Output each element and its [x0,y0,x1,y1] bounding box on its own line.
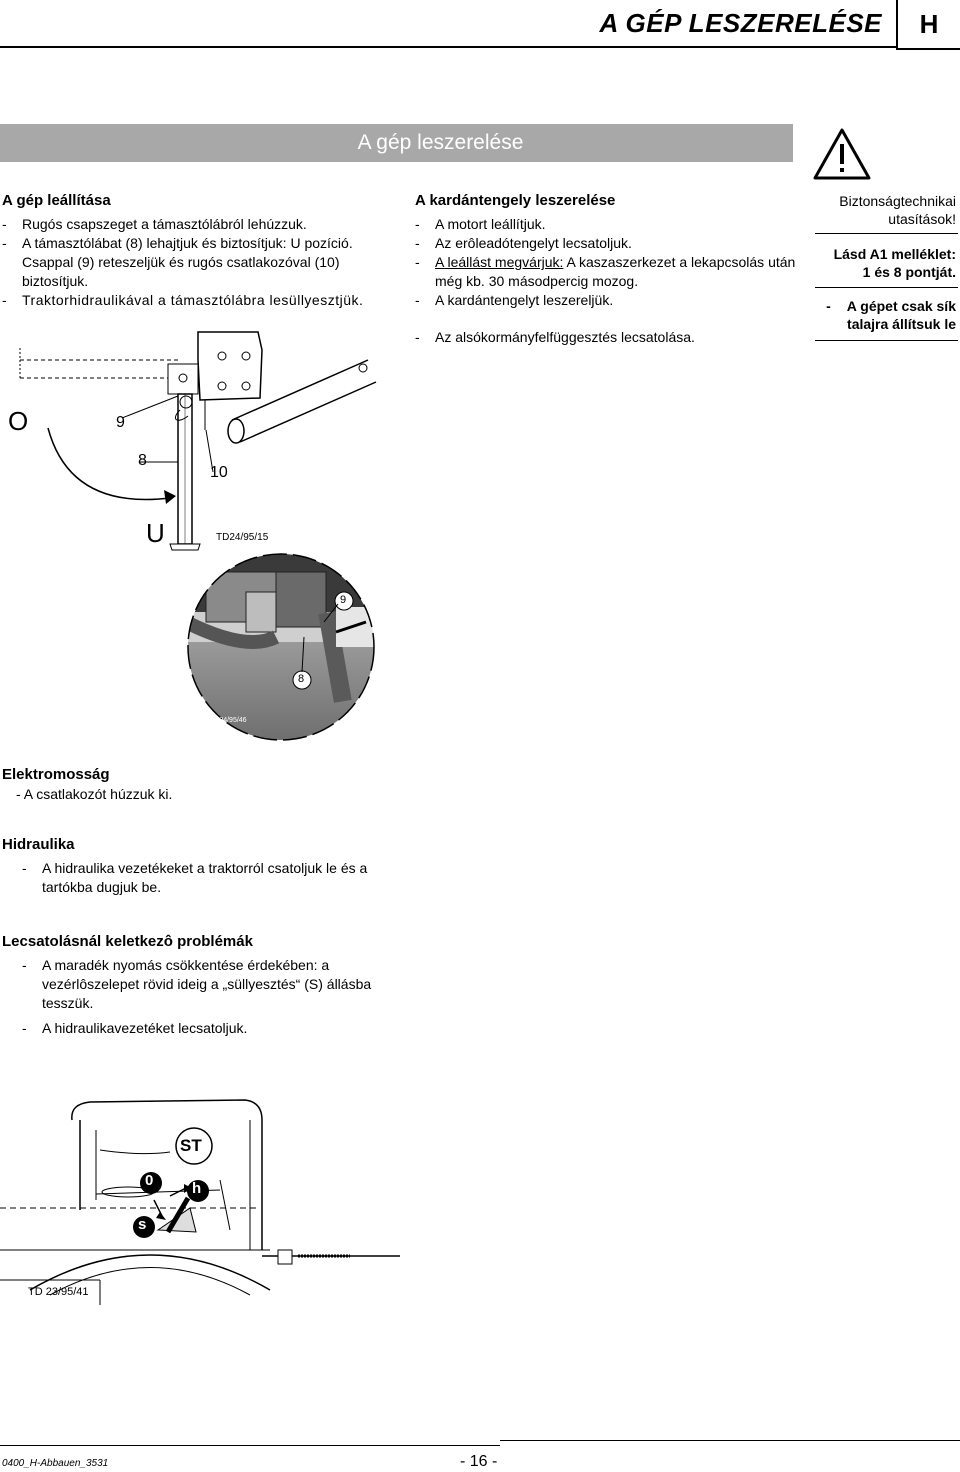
figure1-caption: TD24/95/15 [216,532,269,543]
safety-note-text-1: A gépet csak sík [846,298,956,314]
lever-label-st: ST [180,1136,202,1155]
underlined-text: A leállást megvárjuk: [435,254,564,270]
section-banner [0,124,793,162]
section-pto [415,192,800,347]
list-item: - A támasztólábat (8) lehajtjuk és biztosítjuk: U pozíció. Csappal (9) reteszeljük és rugós csatlakozóval (10) biztosítjuk. [2,234,378,291]
figure-support-leg [0,320,400,560]
chapter-box: H [896,0,960,50]
section-electric [2,766,172,804]
section-problems [2,933,382,1038]
photo-support-leg [186,552,376,742]
list-item: - A motort leállítjuk. [415,215,800,234]
section-problems-title: Lecsatolásnál keletkezô problémák [2,933,253,950]
section-stop [2,192,378,310]
banner-title: A gép leszerelése [357,131,524,154]
section-stop-title: A gép leállítása [2,192,111,209]
safety-ref-line-1: Lásd A1 melléklet: [833,246,956,262]
section-hydraulic-list [2,859,382,897]
safety-ref-line-2: 1 és 8 pontját. [862,264,956,280]
list-item: - A hidraulikavezetéket lecsatoljuk. [22,1019,382,1038]
list-item: - Az alsókormányfelfüggesztés lecsatolása. [415,328,800,347]
label-10: 10 [210,464,228,481]
lever-label-h: h [192,1180,202,1197]
list-item: - Az erôleadótengelyt lecsatoljuk. [415,234,800,253]
safety-note [826,297,956,333]
safety-divider-3 [815,340,958,341]
safety-divider-1 [815,233,958,234]
section-electric-title: Elektromosság [2,766,110,783]
list-item: - Traktorhidraulikával a támasztólábra lesüllyesztjük. [2,291,378,310]
footer-doc-id: 0400_H-Abbauen_3531 [2,1458,109,1469]
footer-rule-left [0,1445,500,1446]
safety-heading [839,192,956,228]
section-electric-item: - A csatlakozót húzzuk ki. [16,786,173,802]
photo-label-9: 9 [340,594,347,606]
photo-label-8: 8 [298,673,305,685]
figure3-caption: TD 23/95/41 [28,1286,89,1298]
safety-divider-2 [815,287,958,288]
safety-line-2: utasítások! [888,211,956,227]
section-pto-title: A kardántengely leszerelése [415,192,616,209]
item-text: A kaszaszerkezet a lekapcsolás után még kb. 30 másodpercig mozog. [435,254,796,289]
safety-note-line-2: talajra állítsuk le [847,316,956,332]
list-item: - Rugós csapszeget a támasztólábról lehúzzuk. [2,215,378,234]
label-o: O [8,406,29,436]
page-number: - 16 - [460,1453,498,1470]
safety-note-dash: - [826,298,831,314]
page-header-title: A GÉP LESZERELÉSE [599,8,882,38]
section-hydraulic-title: Hidraulika [2,836,75,853]
photo-code: TD24/95/46 [210,717,247,724]
section-pto-list [415,215,800,310]
lever-label-s: s [138,1216,147,1233]
safety-note-line-1 [826,297,956,315]
section-stop-list [2,215,378,310]
safety-reference [834,245,956,281]
list-item: - A maradék nyomás csökkentése érdekében: a vezérlôszelepet rövid ideig a „süllyesztés“ (S) állásba tesszük. [22,956,382,1013]
list-item [415,253,800,291]
header-rule [0,46,898,48]
warning-triangle-icon [812,126,872,182]
label-9: 9 [116,414,125,431]
section-pto-extra [415,328,800,347]
list-item: - A hidraulika vezetékeket a traktorról csatoljuk le és a tartókba dugjuk be. [22,859,382,897]
label-8: 8 [138,452,147,469]
footer-rule-right [500,1440,960,1441]
list-item: - A kardántengelyt leszereljük. [415,291,800,310]
safety-line-1: Biztonságtechnikai [839,193,956,209]
lever-label-0: 0 [145,1172,154,1189]
section-hydraulic [2,836,382,897]
figure-tractor-lever [0,1090,400,1310]
label-u: U [146,518,165,548]
section-problems-list [2,956,382,1038]
